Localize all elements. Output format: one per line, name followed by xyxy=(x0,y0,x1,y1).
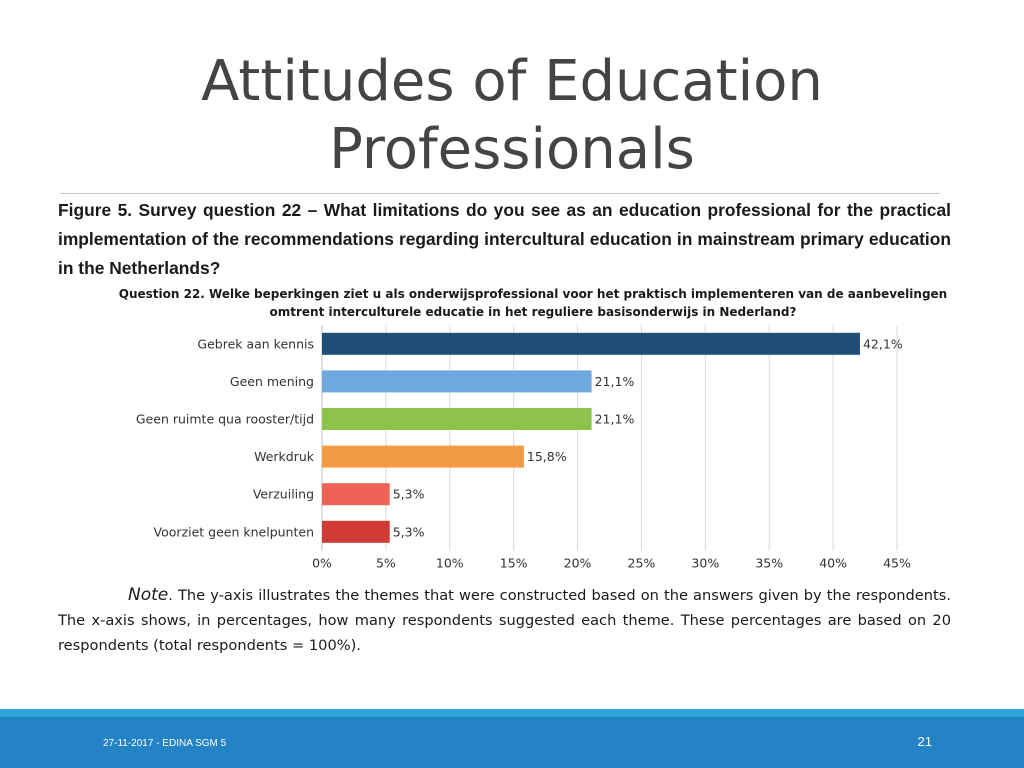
chart-x-ticks xyxy=(312,556,911,571)
x-tick-label: 10% xyxy=(435,555,464,571)
bar-value-label: 21,1% xyxy=(594,373,635,389)
chart-title-line-1: Question 22. Welke beperkingen ziet u als onderwijsprofessional voor het praktisch implementeren van de aanbevelingen xyxy=(118,287,948,301)
footer-date: 27-11-2017 - EDINA SGM 5 xyxy=(103,738,227,749)
page-number: 21 xyxy=(917,734,932,749)
slide-title-line-1: Attitudes of Education xyxy=(201,49,823,114)
footer-accent-strip xyxy=(0,709,1024,717)
bar xyxy=(322,408,592,430)
note-text: . The y-axis illustrates the themes that were constructed based on the answers given by the respondents. The x-axis shows, in percentages, how many respondents suggested each theme. These percentages are based on 20 respondents (total respondents = 100%). xyxy=(58,587,951,654)
category-label: Werkdruk xyxy=(254,449,314,465)
category-label: Gebrek aan kennis xyxy=(197,336,314,352)
x-tick-label: 45% xyxy=(883,555,911,571)
bar-value-label: 15,8% xyxy=(526,449,567,465)
chart-gridlines xyxy=(322,325,897,551)
x-tick-label: 25% xyxy=(627,555,656,571)
bar xyxy=(322,370,592,392)
x-tick-label: 20% xyxy=(563,555,592,571)
x-tick-label: 15% xyxy=(499,555,528,571)
chart-category-labels xyxy=(136,336,315,539)
chart-title-line-2: omtrent interculturele educatie in het reguliere basisonderwijs in Nederland? xyxy=(269,305,797,319)
bar-value-label: 5,3% xyxy=(392,524,425,540)
x-tick-label: 40% xyxy=(819,555,848,571)
figure-caption-text: Survey question 22 – What limitations do you see as an education professional for the practical implementation of the recommendations regarding intercultural education in mainstream primary education in the Netherlands? xyxy=(58,200,951,278)
bar xyxy=(322,521,390,543)
bar-value-label: 21,1% xyxy=(594,411,635,427)
category-label: Voorziet geen knelpunten xyxy=(153,524,314,540)
bar xyxy=(322,333,860,355)
category-label: Geen mening xyxy=(229,373,314,389)
chart-value-labels xyxy=(393,336,903,539)
bar xyxy=(322,446,524,468)
category-label: Verzuiling xyxy=(252,486,314,502)
bar-value-label: 5,3% xyxy=(392,486,425,502)
x-tick-label: 30% xyxy=(691,555,720,571)
bar xyxy=(322,483,390,505)
slide-title-line-2: Professionals xyxy=(329,117,695,182)
x-tick-label: 5% xyxy=(375,555,396,571)
bar-value-label: 42,1% xyxy=(862,336,903,352)
x-tick-label: 0% xyxy=(312,555,332,571)
figure-label: Figure 5. xyxy=(58,200,133,220)
x-tick-label: 35% xyxy=(755,555,784,571)
figure-note xyxy=(58,583,951,658)
category-label: Geen ruimte qua rooster/tijd xyxy=(135,411,314,427)
note-label: Note xyxy=(128,585,169,605)
chart-bars xyxy=(322,333,860,543)
